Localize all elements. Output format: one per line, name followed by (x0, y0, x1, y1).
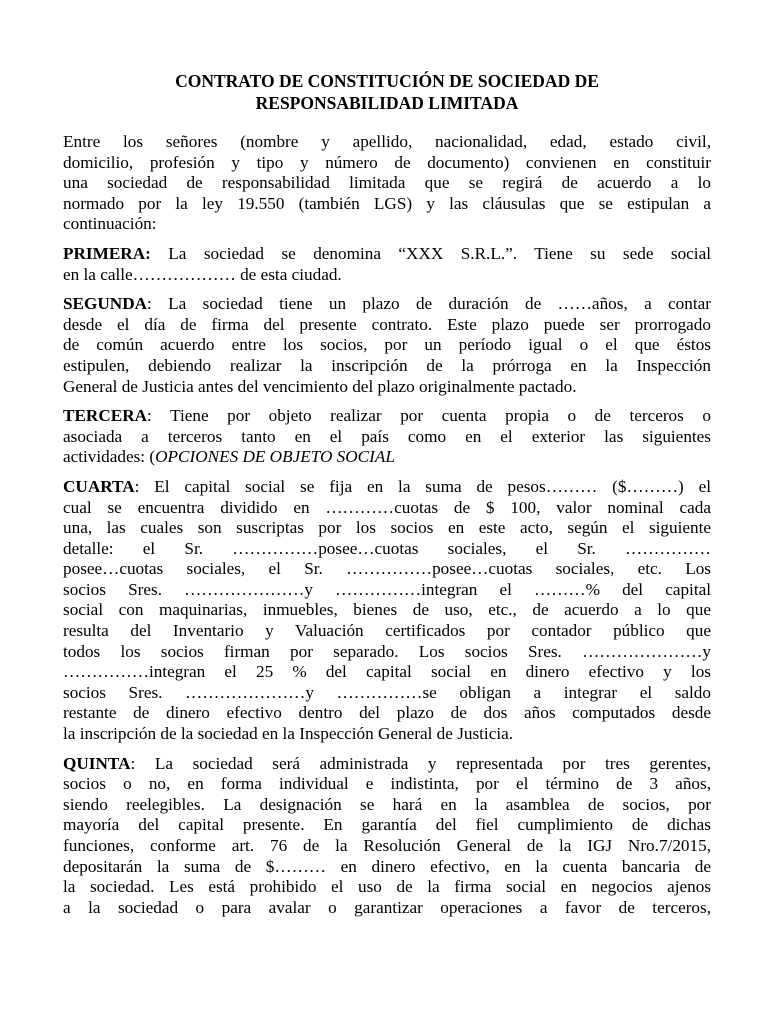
clause-label: TERCERA (63, 406, 148, 426)
text-line: la sociedad. Les está prohibido el uso de la firma social en negocios ajenos (63, 877, 711, 897)
text-line: cual se encuentra dividido en …………cuotas de $ 100, valor nominal cada (63, 497, 711, 517)
text-line: : La sociedad será administrada y representada por tres gerentes, (130, 753, 711, 773)
text-line: depositarán la suma de $……… en dinero efectivo, en la cuenta bancaria de (63, 856, 711, 876)
text-line: desde el día de firma del presente contrato. Este plazo puede ser prorrogado (63, 314, 711, 334)
text-line: asociada a terceros tanto en el país como en el exterior las siguientes (63, 426, 711, 446)
text-line: funciones, conforme art. 76 de la Resolución General de la IGJ Nro.7/2015, (63, 836, 711, 855)
text-line: una sociedad de responsabilidad limitada que se regirá de acuerdo a lo (63, 173, 711, 193)
text-line: mayoría del capital presente. En garantía del fiel cumplimiento de dichas (63, 815, 711, 835)
text-line: actividades: ( (63, 447, 156, 467)
text-line: Entre los señores (nombre y apellido, nacionalidad, edad, estado civil, (63, 132, 711, 151)
text-line: de común acuerdo entre los socios, por un período igual o el que éstos (63, 335, 711, 355)
text-line: restante de dinero efectivo dentro del plazo de dos años computados desde (63, 703, 711, 723)
text-line: socios Sres. …………………y ……………se obligan a integrar el saldo (63, 682, 711, 702)
text-line: socios o no, en forma individual e indistinta, por el término de 3 años, (63, 774, 711, 794)
clause-segunda (63, 294, 711, 397)
clause-label: CUARTA (63, 476, 135, 496)
text-line: : Tiene por objeto realizar por cuenta propia o de terceros o (147, 406, 711, 426)
clause-tercera (63, 406, 711, 468)
document-page (63, 70, 711, 927)
text-line: estipulen, debiendo realizar la inscripción de la prórroga en la Inspección (63, 355, 711, 375)
title-line-1: CONTRATO DE CONSTITUCIÓN DE SOCIEDAD DE (175, 71, 599, 91)
italic-placeholder: OPCIONES DE OBJETO SOCIAL (155, 447, 395, 467)
text-line: a la sociedad o para avalar o garantizar operaciones a favor de terceros, (63, 897, 711, 917)
intro-paragraph (63, 132, 711, 235)
clause-cuarta (63, 477, 711, 745)
text-line: : La sociedad tiene un plazo de duración de ……años, a contar (147, 294, 711, 314)
clause-primera (63, 244, 711, 285)
text-line: General de Justicia antes del vencimiento del plazo originalmente pactado. (63, 376, 577, 396)
text-line: domicilio, profesión y tipo y número de documento) convienen en constituir (63, 152, 711, 172)
clause-quinta (63, 754, 711, 919)
text-line: la inscripción de la sociedad en la Inspección General de Justicia. (63, 724, 514, 744)
text-line: : El capital social se fija en la suma de pesos……… ($………) el (134, 476, 711, 496)
text-line: social con maquinarias, inmuebles, bienes de uso, etc., de acuerdo a lo que (63, 600, 711, 620)
title-line-2: RESPONSABILIDAD LIMITADA (255, 93, 519, 113)
text-line: en la calle……………… de esta ciudad. (63, 264, 342, 284)
text-line: posee…cuotas sociales, el Sr. ……………posee…cuotas sociales, etc. Los (63, 559, 711, 579)
text-line: una, las cuales son suscriptas por los socios en este acto, según el siguiente (63, 518, 711, 538)
clause-label: PRIMERA: (63, 243, 151, 263)
text-line: resulta del Inventario y Valuación certificados por contador público que (63, 621, 711, 641)
text-line: todos los socios firman por separado. Los socios Sres. …………………y (63, 641, 711, 661)
text-line: socios Sres. …………………y ……………integran el ………% del capital (63, 579, 711, 599)
text-line: ……………integran el 25 % del capital social en dinero efectivo y los (63, 662, 711, 682)
text-line: detalle: el Sr. ……………posee…cuotas sociales, el Sr. …………… (63, 538, 711, 558)
clause-label: SEGUNDA (63, 294, 148, 314)
text-line: continuación: (63, 214, 157, 234)
text-line: normado por la ley 19.550 (también LGS) y las cláusulas que se estipulan a (63, 193, 711, 213)
text-line: siendo reelegibles. La designación se hará en la asamblea de socios, por (63, 794, 711, 814)
document-title (63, 70, 711, 114)
text-line: La sociedad se denomina “XXX S.R.L.”. Tiene su sede social (150, 243, 711, 263)
clause-label: QUINTA (63, 753, 131, 773)
